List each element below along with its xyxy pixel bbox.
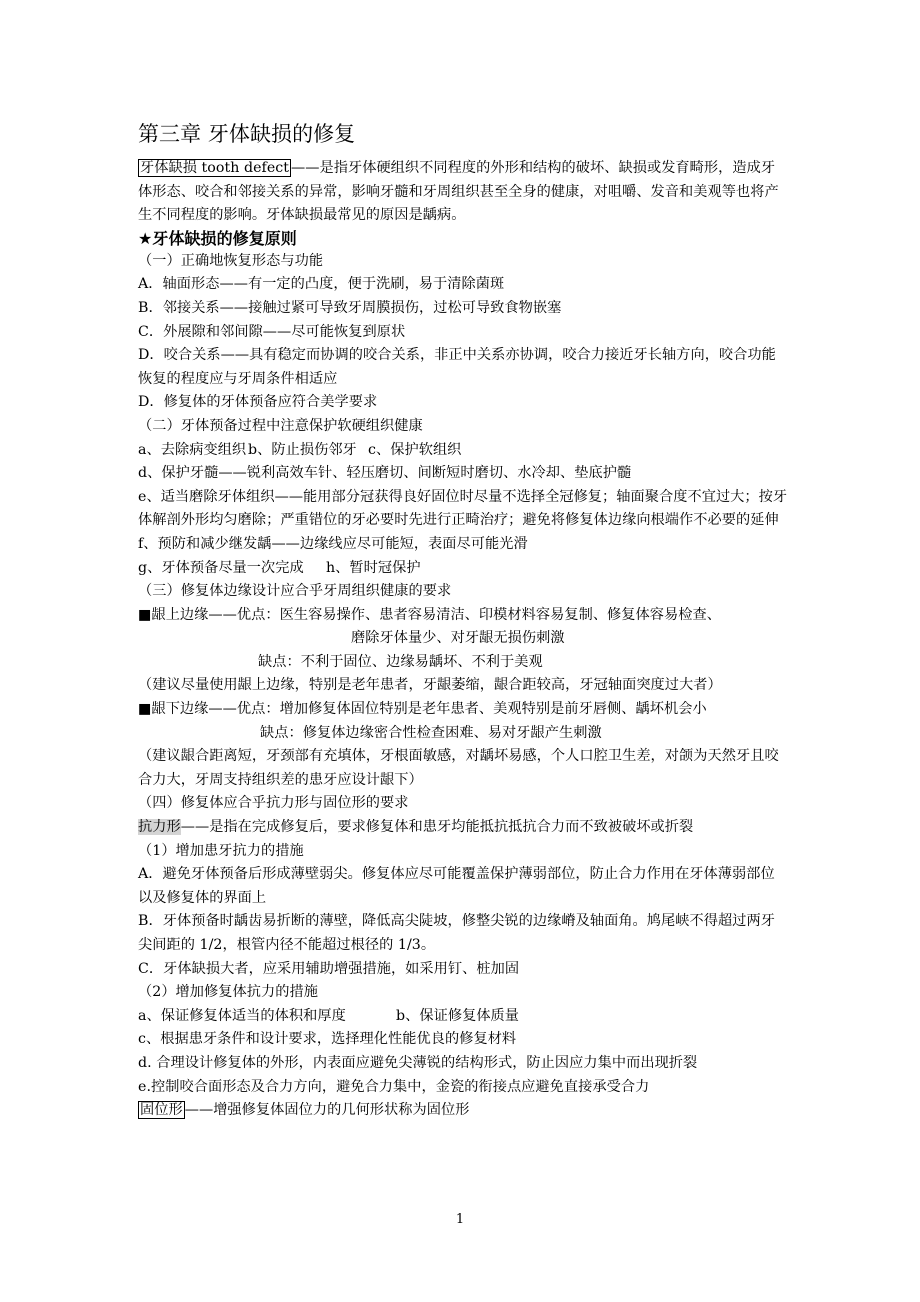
subsection-heading: （2）增加修复体抗力的措施 [138, 984, 318, 1001]
list-item: c、保护软组织 [368, 441, 462, 458]
definition-paragraph [138, 157, 788, 228]
list-item: A．轴面形态——有一定的凸度，便于洗刷，易于清除菌斑 [138, 276, 505, 293]
definition-text: ——是指牙体硬组织不同程度的外形和结构的破坏、缺损或发育畸形，造成牙体形态、咬合和邻接关系的异常，影响牙髓和牙周组织甚至全身的健康，对咀嚼、发音和美观等也将产生不同程度的影响。牙体缺损最常见的原因是龋病。 [138, 160, 779, 224]
subsection-heading: （1）增加患牙抗力的措施 [138, 842, 304, 859]
list-item: 磨除牙体量少、对牙龈无损伤刺激 [351, 630, 565, 647]
list-item: a、保证修复体适当的体积和厚度 [138, 1007, 346, 1024]
list-item: e.控制咬合面形态及合力方向，避免合力集中，金瓷的衔接点应避免直接承受合力 [138, 1078, 650, 1095]
resistance-text: ——是指在完成修复后，要求修复体和患牙均能抵抗抵抗合力而不致被破坏或折裂 [180, 819, 694, 836]
page-number: 1 [455, 1212, 465, 1227]
retention-term: 固位形 [140, 1102, 183, 1119]
section-heading: （一）正确地恢复形态与功能 [138, 252, 324, 269]
principles-title: ★牙体缺损的修复原则 [138, 228, 297, 248]
list-item: d、保护牙髓——锐利高效车针、轻压磨切、间断短时磨切、水冷却、垫底护髓 [138, 465, 632, 482]
retention-text: ——增强修复体固位力的几何形状称为固位形 [184, 1102, 470, 1119]
list-item: D．咬合关系——具有稳定而协调的咬合关系，非正中关系亦协调，咬合力接近牙长轴方向，咬合功能恢复的程度应与牙周条件相适应 [138, 347, 776, 387]
list-item: b、防止损伤邻牙 [248, 441, 357, 458]
resistance-term: 抗力形 [138, 819, 181, 836]
list-item: ■龈下边缘——优点：增加修复体固位特别是老年患者、美观特别是前牙唇侧、龋坏机会小 [138, 701, 707, 718]
list-item: B．邻接关系——接触过紧可导致牙周膜损伤，过松可导致食物嵌塞 [138, 299, 562, 316]
note-text: （建议龈合距离短，牙颈部有充填体，牙根面敏感，对龋坏易感，个人口腔卫生差，对颌为天然牙且咬合力大，牙周支持组织差的患牙应设计龈下） [138, 748, 779, 788]
list-row [138, 1005, 788, 1029]
list-item: e、适当磨除牙体组织——能用部分冠获得良好固位时尽量不选择全冠修复；轴面聚合度不宜过大；按牙体解剖外形均匀磨除；严重错位的牙必要时先进行正畸治疗；避免将修复体边缘向根端作不必要的延伸 [138, 488, 788, 529]
resistance-definition [138, 816, 788, 840]
list-item: A．避免牙体预备后形成薄壁弱尖。修复体应尽可能覆盖保护薄弱部位，防止合力作用在牙体薄弱部位以及修复体的界面上 [138, 866, 775, 906]
list-row [138, 439, 788, 463]
chapter-title: 第三章 牙体缺损的修复 [138, 122, 356, 146]
list-item: f、预防和减少继发龋——边缘线应尽可能短，表面尽可能光滑 [138, 535, 528, 552]
list-item: 缺点：修复体边缘密合性检查困难、易对牙龈产生刺激 [260, 724, 602, 741]
list-row [138, 557, 788, 581]
list-item: C．牙体缺损大者，应采用辅助增强措施，如采用钉、桩加固 [138, 960, 520, 977]
list-item: C．外展隙和邻间隙——尽可能恢复到原状 [138, 323, 406, 340]
list-item: B．牙体预备时龋齿易折断的薄壁，降低高尖陡坡，修整尖锐的边缘嵴及轴面角。鸠尾峡不得超过两牙尖间距的 1/2，根管内径不能超过根径的 1/3。 [138, 913, 775, 953]
list-item: a、去除病变组织 [138, 441, 247, 458]
note-text: （建议尽量使用龈上边缘，特别是老年患者，牙龈萎缩，龈合距较高，牙冠轴面突度过大者） [138, 677, 722, 694]
list-item: ■龈上边缘——优点：医生容易操作、患者容易清洁、印模材料容易复制、修复体容易检查、 [138, 606, 721, 623]
list-item: h、暂时冠保护 [326, 559, 421, 576]
section-heading: （四）修复体应合乎抗力形与固位形的要求 [138, 795, 409, 812]
list-item: 缺点：不利于固位、边缘易龋坏、不利于美观 [258, 653, 543, 670]
page-content [138, 120, 788, 1123]
section-heading: （三）修复体边缘设计应合乎牙周组织健康的要求 [138, 583, 452, 600]
list-item: c、根据患牙条件和设计要求，选择理化性能优良的修复材料 [138, 1031, 517, 1048]
list-item: d. 合理设计修复体的外形，内表面应避免尖薄锐的结构形式，防止因应力集中而出现折裂 [138, 1054, 698, 1071]
list-item: b、保证修复体质量 [396, 1007, 520, 1024]
list-item: D．修复体的牙体预备应符合美学要求 [138, 394, 378, 411]
retention-definition [138, 1099, 788, 1123]
section-heading: （二）牙体预备过程中注意保护软硬组织健康 [138, 417, 423, 434]
list-item: g、牙体预备尽量一次完成 [138, 559, 304, 576]
definition-term: 牙体缺损 tooth defect [140, 160, 290, 176]
